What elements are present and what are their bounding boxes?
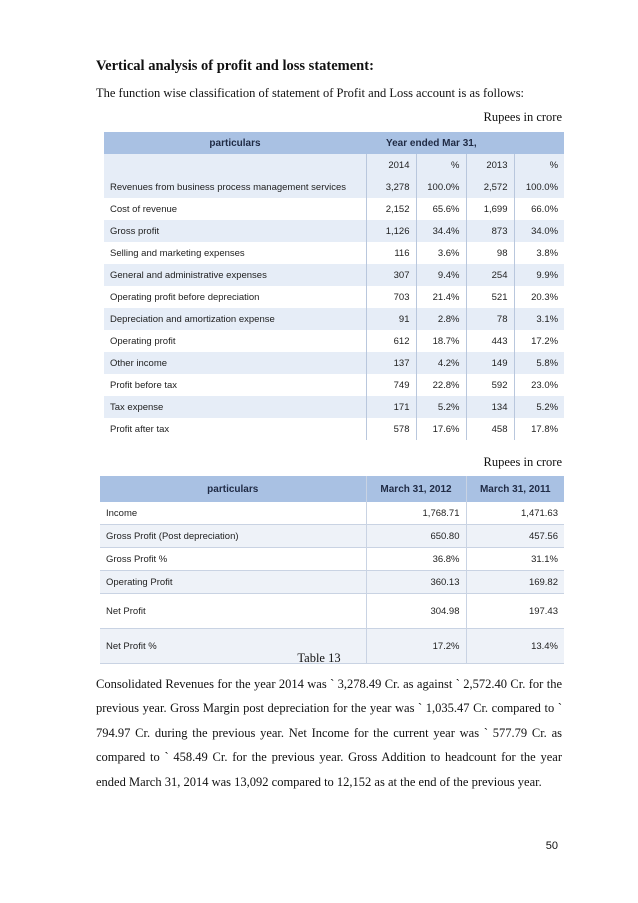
pct-2013: 17.8% (514, 418, 564, 440)
pct-2013: 66.0% (514, 198, 564, 220)
table-row (104, 220, 564, 242)
section-heading: Vertical analysis of profit and loss statement: (96, 58, 374, 74)
value-2013: 458 (466, 418, 514, 440)
table-row (104, 352, 564, 374)
row-label: Income (100, 502, 366, 525)
value-2014: 91 (366, 308, 416, 330)
pct-2013: 34.0% (514, 220, 564, 242)
value-2014: 307 (366, 264, 416, 286)
table1-subheader-2013: 2013 (466, 154, 514, 176)
table-row (104, 198, 564, 220)
value-2013: 149 (466, 352, 514, 374)
pct-2014: 34.4% (416, 220, 466, 242)
table-row (100, 594, 564, 629)
table1-header-year: Year ended Mar 31, (366, 132, 564, 154)
pct-2014: 65.6% (416, 198, 466, 220)
pct-2013: 23.0% (514, 374, 564, 396)
value-2013: 2,572 (466, 176, 514, 198)
value-2013: 1,699 (466, 198, 514, 220)
value-2012: 17.2% (366, 629, 466, 664)
pct-2014: 9.4% (416, 264, 466, 286)
row-label: Cost of revenue (104, 198, 366, 220)
table-row (104, 176, 564, 198)
pct-2013: 20.3% (514, 286, 564, 308)
value-2014: 2,152 (366, 198, 416, 220)
pct-2014: 17.6% (416, 418, 466, 440)
table-row (104, 330, 564, 352)
table1-header-row (104, 132, 564, 154)
value-2014: 703 (366, 286, 416, 308)
table2-header-row (100, 476, 564, 502)
profit-summary-table (100, 476, 564, 664)
row-label: Profit after tax (104, 418, 366, 440)
pct-2014: 3.6% (416, 242, 466, 264)
pct-2013: 3.1% (514, 308, 564, 330)
table-row (100, 571, 564, 594)
intro-text: The function wise classification of statement of Profit and Loss account is as follows: (96, 86, 525, 100)
value-2014: 749 (366, 374, 416, 396)
value-2013: 443 (466, 330, 514, 352)
table-row (104, 286, 564, 308)
table1-subheader-pct-2014: % (416, 154, 466, 176)
row-label: Net Profit (100, 594, 366, 629)
table2-header-2011: March 31, 2011 (466, 476, 564, 502)
body-paragraph: Consolidated Revenues for the year 2014 was ` 3,278.49 Cr. as against ` 2,572.40 Cr. for the previous year. Gross Margin post depreciation for the year was ` 1,035.47 Cr. compared to ` 794.97 Cr. during the previous year. Net Income for the current year was ` 577.79 Cr. as compared to ` 458.49 Cr. for the previous year. Gross Addition to headcount for the year ended March 31, 2014 was 13,092 compared to 12,152 as at the end of the previous year. (96, 677, 562, 789)
table-row (104, 264, 564, 286)
row-label: Depreciation and amortization expense (104, 308, 366, 330)
value-2014: 171 (366, 396, 416, 418)
row-label: Tax expense (104, 396, 366, 418)
page-number: 50 (545, 840, 558, 852)
row-label: Revenues from business process management services (104, 176, 366, 198)
value-2012: 360.13 (366, 571, 466, 594)
row-label: Operating profit (104, 330, 366, 352)
value-2013: 134 (466, 396, 514, 418)
value-2011: 31.1% (466, 548, 564, 571)
table1-subheader-pct-2013: % (514, 154, 564, 176)
value-2011: 197.43 (466, 594, 564, 629)
row-label: Net Profit % (100, 629, 366, 664)
table-row (100, 548, 564, 571)
row-label: Operating profit before depreciation (104, 286, 366, 308)
pct-2014: 5.2% (416, 396, 466, 418)
value-2011: 169.82 (466, 571, 564, 594)
pct-2014: 21.4% (416, 286, 466, 308)
table1-subheader-row (104, 154, 564, 176)
value-2014: 1,126 (366, 220, 416, 242)
pl-vertical-analysis-table (104, 132, 564, 440)
pct-2014: 22.8% (416, 374, 466, 396)
table1-subheader-2014: 2014 (366, 154, 416, 176)
value-2012: 650.80 (366, 525, 466, 548)
table-row (100, 525, 564, 548)
row-label: Gross Profit % (100, 548, 366, 571)
pct-2013: 9.9% (514, 264, 564, 286)
value-2012: 1,768.71 (366, 502, 466, 525)
value-2014: 137 (366, 352, 416, 374)
table-row (104, 418, 564, 440)
table-row (104, 308, 564, 330)
value-2012: 36.8% (366, 548, 466, 571)
pct-2014: 2.8% (416, 308, 466, 330)
value-2013: 98 (466, 242, 514, 264)
pct-2013: 100.0% (514, 176, 564, 198)
table-row (104, 242, 564, 264)
value-2013: 254 (466, 264, 514, 286)
unit-label-1: Rupees in crore (483, 110, 562, 124)
table-row (100, 502, 564, 525)
value-2011: 457.56 (466, 525, 564, 548)
table-row (104, 374, 564, 396)
value-2014: 3,278 (366, 176, 416, 198)
table-caption: Table 13 (297, 651, 341, 665)
unit-label-2: Rupees in crore (483, 455, 562, 469)
table1-header-particulars: particulars (104, 132, 366, 154)
table2-header-particulars: particulars (100, 476, 366, 502)
value-2012: 304.98 (366, 594, 466, 629)
value-2011: 13.4% (466, 629, 564, 664)
table-row (104, 396, 564, 418)
pct-2013: 17.2% (514, 330, 564, 352)
row-label: Gross profit (104, 220, 366, 242)
value-2013: 592 (466, 374, 514, 396)
pct-2014: 4.2% (416, 352, 466, 374)
value-2011: 1,471.63 (466, 502, 564, 525)
pct-2014: 100.0% (416, 176, 466, 198)
row-label: Operating Profit (100, 571, 366, 594)
pct-2013: 5.8% (514, 352, 564, 374)
row-label: Other income (104, 352, 366, 374)
row-label: General and administrative expenses (104, 264, 366, 286)
value-2013: 78 (466, 308, 514, 330)
table1-subheader-blank (104, 154, 366, 176)
row-label: Gross Profit (Post depreciation) (100, 525, 366, 548)
row-label: Profit before tax (104, 374, 366, 396)
row-label: Selling and marketing expenses (104, 242, 366, 264)
value-2013: 873 (466, 220, 514, 242)
table2-header-2012: March 31, 2012 (366, 476, 466, 502)
pct-2013: 3.8% (514, 242, 564, 264)
value-2014: 116 (366, 242, 416, 264)
value-2013: 521 (466, 286, 514, 308)
pct-2013: 5.2% (514, 396, 564, 418)
value-2014: 578 (366, 418, 416, 440)
pct-2014: 18.7% (416, 330, 466, 352)
value-2014: 612 (366, 330, 416, 352)
